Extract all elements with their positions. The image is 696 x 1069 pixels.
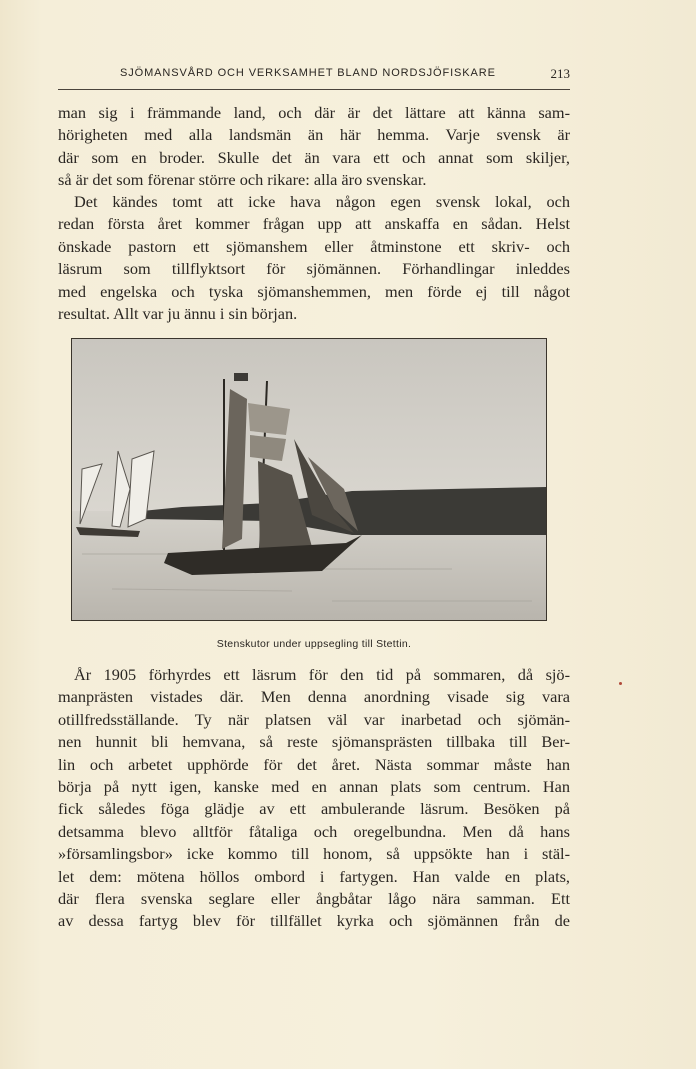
text-line: läsrum som tillflyktsort för sjömännen. Förhandlingar inleddes	[58, 259, 570, 279]
text-line: fick således föga glädje av ett ambulerande läsrum. Besöken på	[58, 799, 570, 819]
text-line: otillfredsställande. Ty när platsen väl var inarbetad och sjömän-	[58, 709, 570, 729]
text-line: hörigheten med alla landsmän än här hemma. Varje svensk är	[58, 125, 570, 145]
text-line: där flera svenska seglare eller ångbåtar lågo nära samman. Ett	[58, 889, 570, 909]
paragraph-1	[58, 102, 570, 192]
text-line: önskade pastorn ett sjömanshem eller åtminstone ett skriv- och	[58, 236, 570, 256]
figure-caption: Stenskutor under uppsegling till Stettin.	[216, 638, 412, 650]
sailing-ships-photo	[71, 338, 547, 621]
text-line: så är det som förenar större och rikare: alla äro svenskar.	[58, 170, 427, 190]
text-line: med engelska och tyska sjömanshemmen, men förde ej till något	[58, 281, 570, 301]
text-line: År 1905 förhyrdes ett läsrum för den tid på sommaren, då sjö-	[74, 665, 570, 684]
text-line: detsamma blevo alltför fåtaliga och oregelbundna. Men då hans	[58, 821, 570, 841]
running-header	[58, 67, 570, 90]
text-line: let dem: mötena höllos ombord i fartygen. Han valde en plats,	[58, 866, 570, 886]
text-line: Det kändes tomt att icke hava någon egen svensk lokal, och	[74, 192, 570, 211]
paragraph-3	[58, 664, 570, 933]
text-line: börja på nytt igen, kanske med en annan plats som centrum. Han	[58, 777, 570, 797]
text-line: lin och arbetet upphörde för det året. Nästa sommar måste han	[58, 754, 570, 774]
text-line: man sig i främmande land, och där är det lättare att känna sam-	[58, 103, 570, 122]
text-line: där som en broder. Skulle det än vara ett och annat som skiljer,	[58, 147, 570, 167]
text-line: resultat. Allt var ju ännu i sin början.	[58, 304, 298, 324]
text-line: manprästen vistades där. Men denna anordning visade sig vara	[58, 687, 570, 707]
text-line: »församlingsbor» icke kommo till honom, så uppsökte han i stäl-	[58, 844, 570, 864]
photo-illustration	[72, 339, 546, 620]
page-number: 213	[550, 66, 570, 81]
text-line: av dessa fartyg blev för tillfället kyrka och sjömännen från de	[58, 911, 570, 931]
margin-mark	[619, 682, 622, 685]
text-line: nen hunnit bli hemvana, så reste sjömansprästen tillbaka till Ber-	[58, 732, 570, 752]
paragraph-2	[58, 191, 570, 325]
text-line: redan första året kommer frågan upp att anskaffa en sådan. Helst	[58, 214, 570, 234]
running-title: SJÖMANSVÅRD OCH VERKSAMHET BLAND NORDSJÖFISKARE	[120, 67, 496, 79]
